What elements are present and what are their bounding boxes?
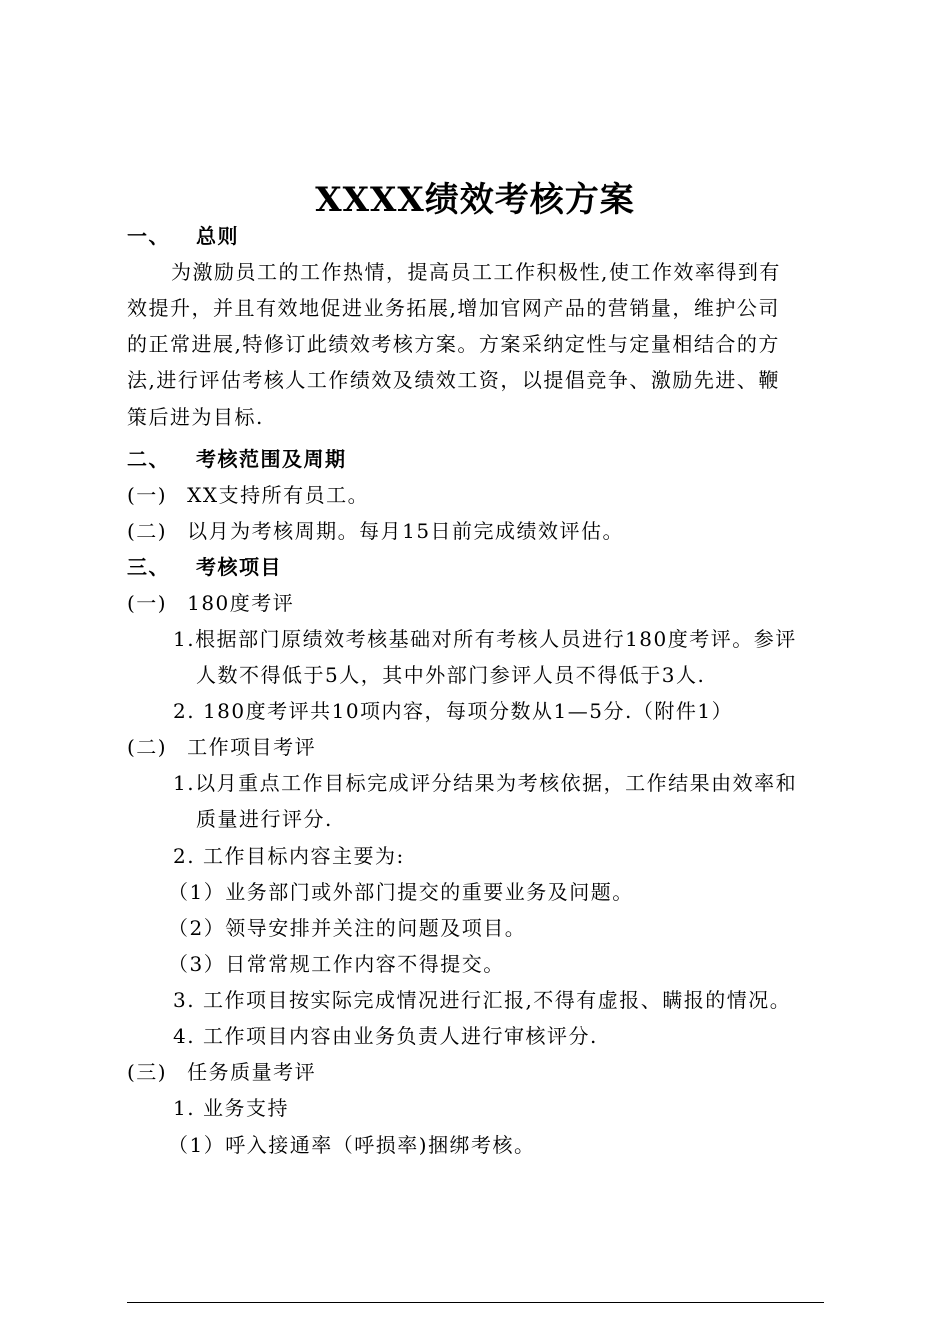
subsection-a-heading	[127, 589, 294, 617]
section-1-heading	[127, 222, 239, 250]
paragraph-1-line-5: 策后进为目标.	[127, 405, 264, 429]
section-2-item-2-number: (二)	[127, 519, 168, 543]
subsection-b-item-1-line-2: 质量进行评分.	[196, 807, 333, 831]
section-1-number: 一、	[127, 224, 170, 248]
subsection-a-item-2: 2. 180度考评共10项内容，每项分数从1—5分.（附件1）	[173, 699, 734, 723]
section-2-number: 二、	[127, 447, 170, 471]
section-2-item-1	[127, 481, 369, 509]
subsection-a-item-1-line-1: 1.根据部门原绩效考核基础对所有考核人员进行180度考评。参评	[173, 627, 797, 651]
subsection-c-title: 任务质量考评	[187, 1060, 317, 1084]
paragraph-1-line-2: 效提升，并且有效地促进业务拓展,增加官网产品的营销量，维护公司	[127, 296, 780, 320]
subsection-c-number: (三)	[127, 1060, 168, 1084]
subsection-b-item-1-line-1: 1.以月重点工作目标完成评分结果为考核依据，工作结果由效率和	[173, 771, 798, 795]
section-1-title: 总则	[196, 224, 239, 248]
subsection-b-item-2-sub-1: （1）业务部门或外部门提交的重要业务及问题。	[168, 880, 634, 904]
subsection-c-item-1: 1. 业务支持	[173, 1096, 289, 1120]
subsection-b-heading	[127, 733, 316, 761]
subsection-b-title: 工作项目考评	[187, 735, 317, 759]
subsection-b-item-2: 2. 工作目标内容主要为:	[173, 844, 405, 868]
paragraph-1-line-4: 法,进行评估考核人工作绩效及绩效工资，以提倡竞争、激励先进、鞭	[127, 368, 780, 392]
subsection-b-item-2-sub-2: （2）领导安排并关注的问题及项目。	[168, 916, 527, 940]
section-3-title: 考核项目	[196, 555, 282, 579]
document-title: XXXX绩效考核方案	[315, 180, 635, 220]
subsection-c-item-1-sub-1: （1）呼入接通率（呼损率)捆绑考核。	[168, 1133, 536, 1157]
section-2-item-2-text: 以月为考核周期。每月15日前完成绩效评估。	[187, 519, 625, 543]
paragraph-1-line-3: 的正常进展,特修订此绩效考核方案。方案采纳定性与定量相结合的方	[127, 332, 780, 356]
section-2-item-1-text: XX支持所有员工。	[187, 483, 370, 507]
subsection-a-title: 180度考评	[187, 591, 295, 615]
subsection-c-heading	[127, 1058, 316, 1086]
section-2-title: 考核范围及周期	[196, 447, 347, 471]
section-2-item-2	[127, 517, 624, 545]
section-2-heading	[127, 445, 347, 473]
section-2-item-1-number: (一)	[127, 483, 168, 507]
footer-divider	[127, 1302, 824, 1303]
subsection-b-number: (二)	[127, 735, 168, 759]
subsection-b-item-3: 3. 工作项目按实际完成情况进行汇报,不得有虚报、瞒报的情况。	[173, 988, 792, 1012]
subsection-a-item-1-line-2: 人数不得低于5人，其中外部门参评人员不得低于3人.	[196, 663, 706, 687]
paragraph-1-line-1: 为激励员工的工作热情，提高员工工作积极性,使工作效率得到有	[171, 260, 781, 284]
section-3-number: 三、	[127, 555, 170, 579]
subsection-b-item-4: 4. 工作项目内容由业务负责人进行审核评分.	[173, 1024, 598, 1048]
subsection-b-item-2-sub-3: （3）日常常规工作内容不得提交。	[168, 952, 505, 976]
section-3-heading	[127, 553, 282, 581]
subsection-a-number: (一)	[127, 591, 168, 615]
